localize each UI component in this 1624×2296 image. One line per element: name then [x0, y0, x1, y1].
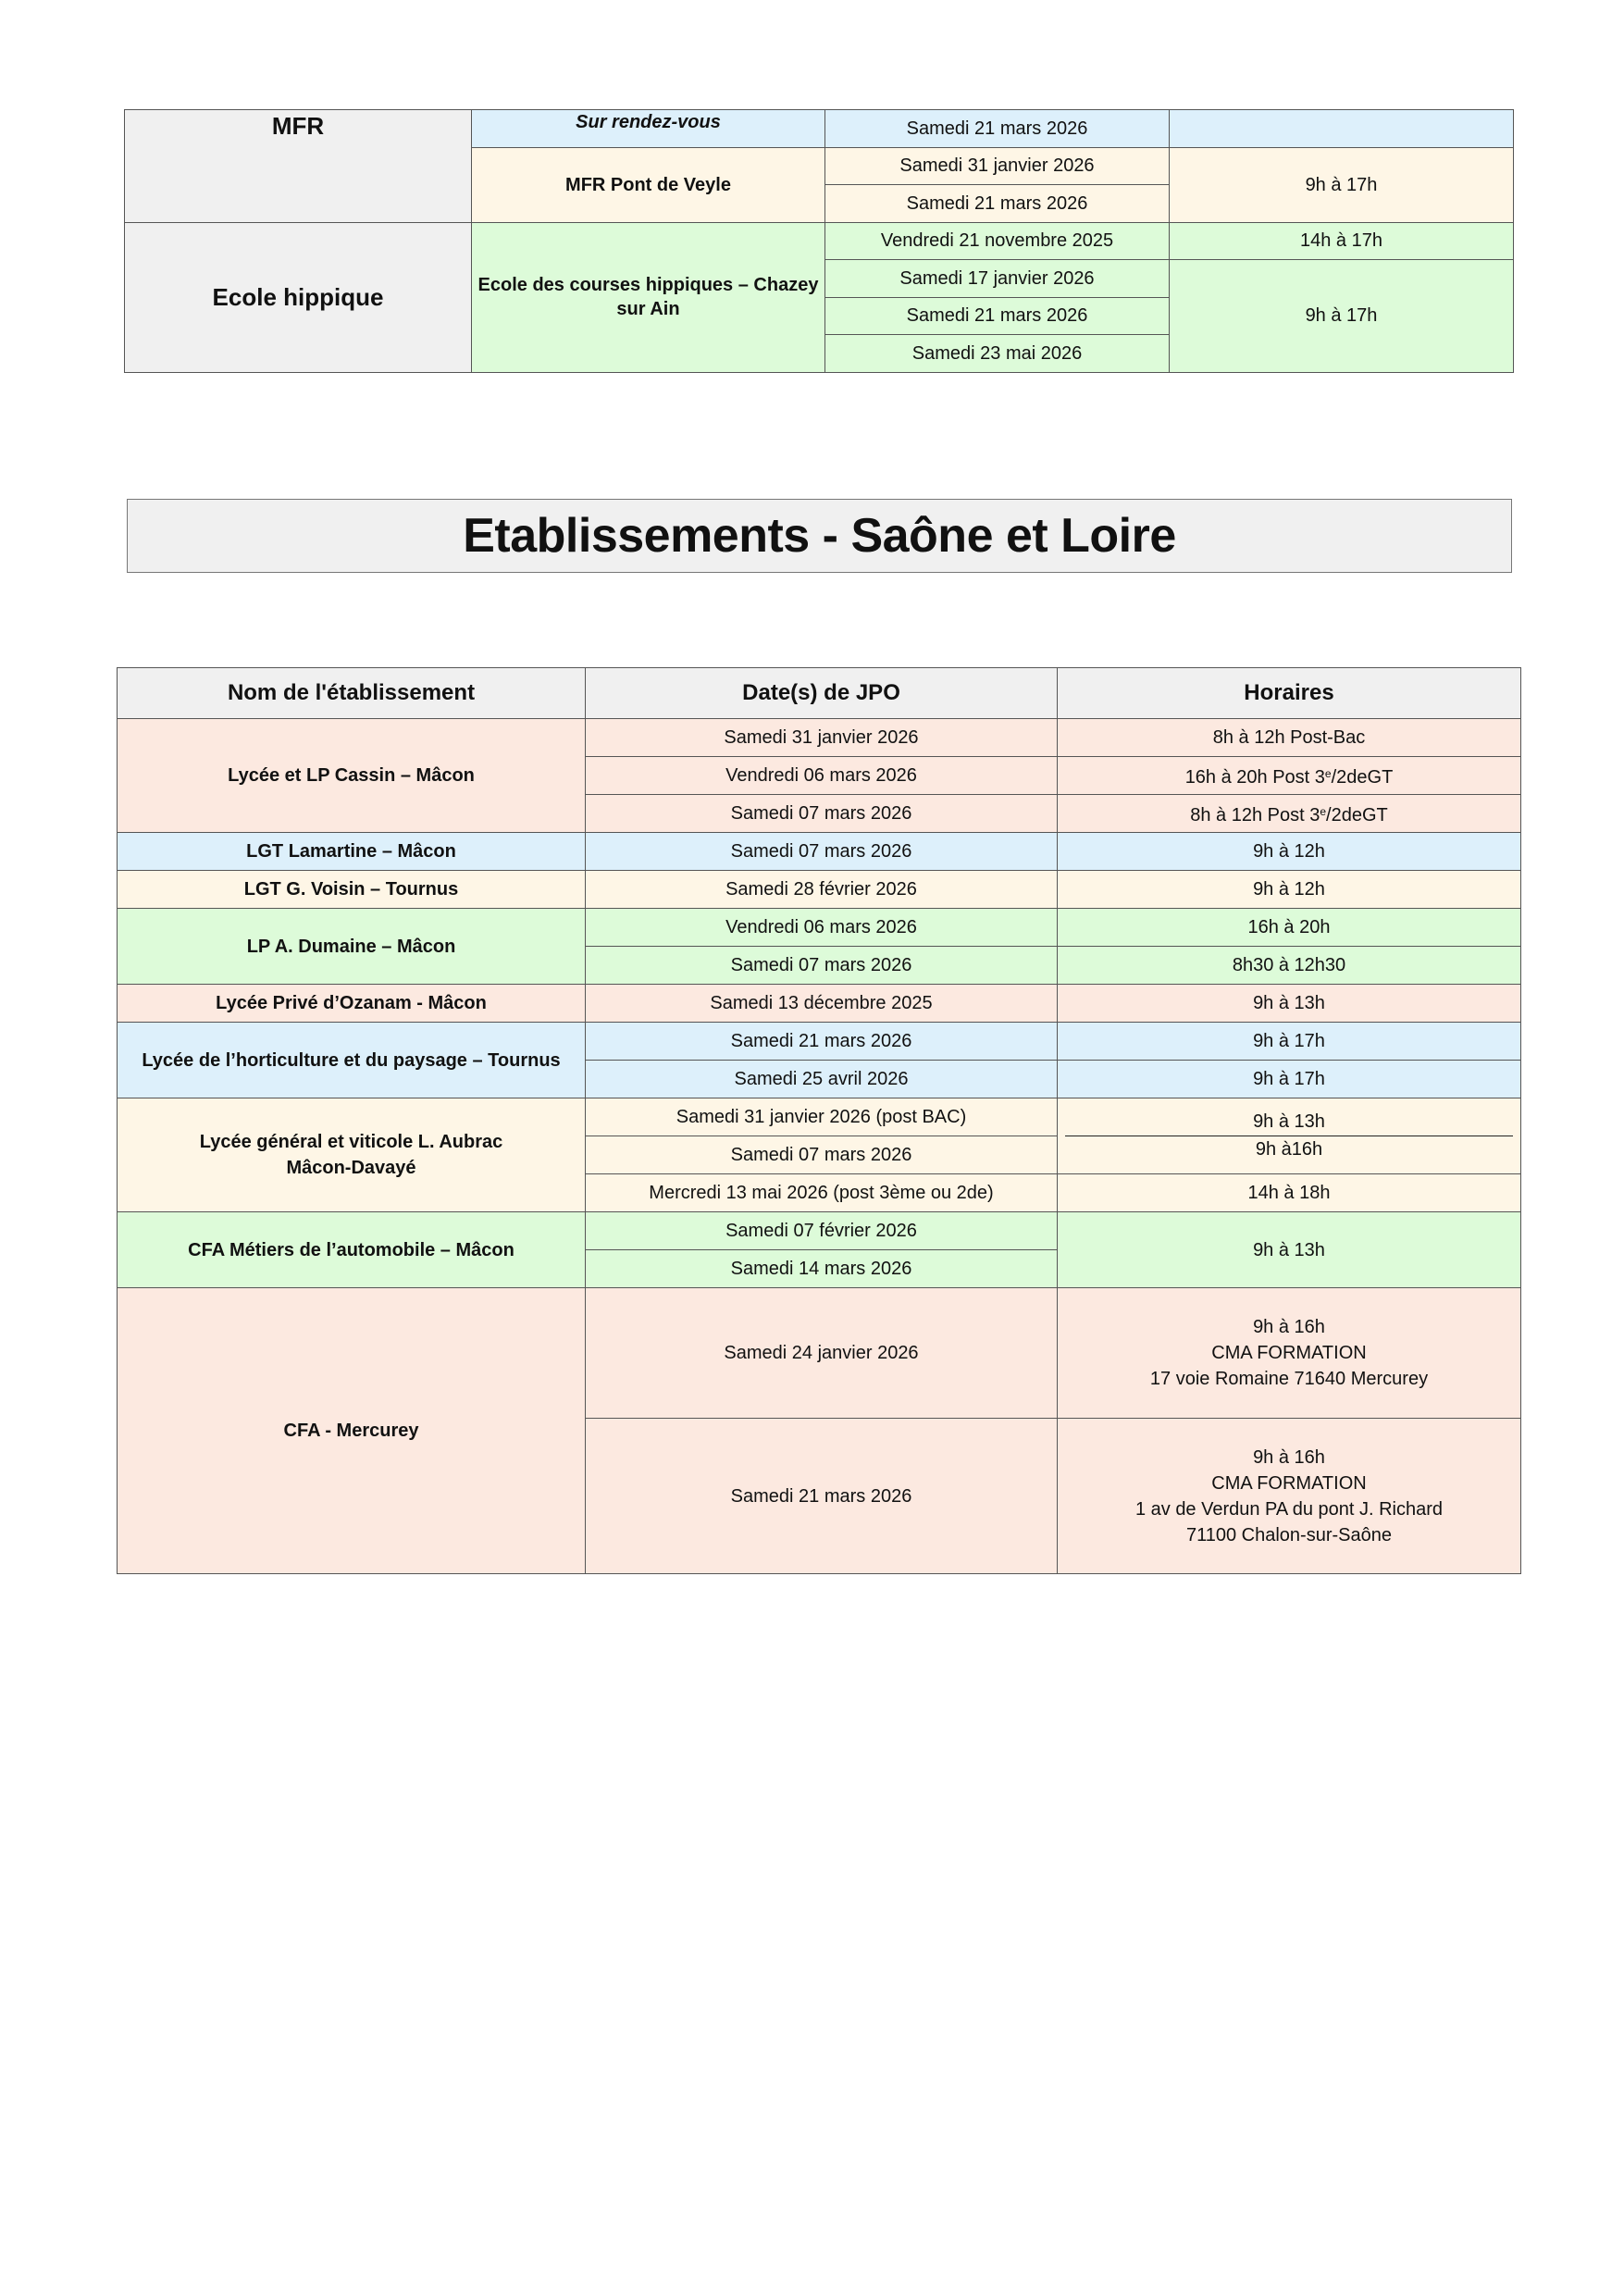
hours-cell — [1170, 110, 1514, 148]
date-cell: Vendredi 06 mars 2026 — [586, 909, 1058, 947]
date-cell: Vendredi 21 novembre 2025 — [825, 222, 1170, 260]
establishment-name: LGT Lamartine – Mâcon — [118, 833, 586, 871]
hours-line: CMA FORMATION — [1211, 1472, 1367, 1494]
hours-line: 1 av de Verdun PA du pont J. Richard — [1134, 1498, 1444, 1520]
establishment-name: LGT G. Voisin – Tournus — [118, 871, 586, 909]
establishment-mfr-pont-de-veyle: MFR Pont de Veyle — [472, 147, 825, 222]
date-cell: Samedi 07 mars 2026 — [586, 1136, 1058, 1174]
date-cell: Samedi 24 janvier 2026 — [586, 1288, 1058, 1419]
date-cell: Samedi 21 mars 2026 — [825, 185, 1170, 223]
establishment-name: CFA - Mercurey — [118, 1288, 586, 1574]
establishment-name: LP A. Dumaine – Mâcon — [118, 909, 586, 985]
date-cell: Samedi 21 mars 2026 — [586, 1023, 1058, 1061]
hours-cell: 9h à 17h — [1170, 147, 1514, 222]
establishment-name: CFA Métiers de l’automobile – Mâcon — [118, 1212, 586, 1288]
date-cell: Samedi 25 avril 2026 — [586, 1061, 1058, 1098]
establishment-name-line: Lycée général et viticole L. Aubrac — [199, 1132, 503, 1152]
hours-cell: 8h30 à 12h30 — [1058, 947, 1521, 985]
establishment-name: Lycée Privé d’Ozanam - Mâcon — [118, 985, 586, 1023]
hours-line: 9h à 16h — [1253, 1446, 1325, 1468]
category-mfr: MFR — [125, 110, 472, 223]
establishment-name: Lycée et LP Cassin – Mâcon — [118, 719, 586, 833]
hours-cell: 14h à 17h — [1170, 222, 1514, 260]
hours-line: CMA FORMATION — [1211, 1343, 1367, 1363]
establishment-name-line: Mâcon-Davayé — [286, 1158, 416, 1178]
column-header-name: Nom de l'établissement — [118, 668, 586, 719]
hours-text: 16h à 20h Post 3 — [1184, 767, 1325, 788]
column-header-hours: Horaires — [1058, 668, 1521, 719]
hours-cell — [1058, 757, 1521, 795]
date-cell: Samedi 14 mars 2026 — [586, 1250, 1058, 1288]
hours-cell: 9h à 13h — [1058, 1212, 1521, 1288]
open-days-table — [117, 667, 1521, 1574]
date-cell: Samedi 31 janvier 2026 — [586, 719, 1058, 757]
date-cell: Samedi 07 mars 2026 — [586, 795, 1058, 833]
hours-line: 17 voie Romaine 71640 Mercurey — [1149, 1369, 1429, 1389]
hours-cell: 9h à 17h — [1058, 1023, 1521, 1061]
date-cell: Samedi 07 mars 2026 — [586, 947, 1058, 985]
hours-line: 9h à16h — [1255, 1139, 1323, 1160]
category-ecole-hippique: Ecole hippique — [125, 222, 472, 372]
hours-cell: 9h à 13h — [1058, 985, 1521, 1023]
hours-cell: 9h à 17h — [1170, 260, 1514, 373]
section-title: Etablissements - Saône et Loire — [127, 499, 1512, 573]
hours-line: 9h à 16h — [1253, 1317, 1325, 1337]
hours-line: 71100 Chalon-sur-Saône — [1185, 1524, 1392, 1545]
date-cell: Samedi 31 janvier 2026 (post BAC) — [586, 1098, 1058, 1136]
top-continuation-table — [124, 109, 1514, 373]
hours-cell — [1058, 795, 1521, 833]
hours-cell: 9h à 12h — [1058, 871, 1521, 909]
date-cell: Samedi 28 février 2026 — [586, 871, 1058, 909]
hours-cell: 14h à 18h — [1058, 1174, 1521, 1212]
hours-suffix: /2deGT — [1326, 805, 1388, 825]
hours-cell — [1058, 1288, 1521, 1419]
date-cell: Samedi 21 mars 2026 — [586, 1419, 1058, 1574]
hours-suffix: /2deGT — [1331, 767, 1394, 788]
superscript: e — [1324, 767, 1332, 780]
hours-cell — [1058, 1419, 1521, 1574]
hours-line: 9h à 13h — [1065, 1102, 1513, 1136]
date-cell: Samedi 21 mars 2026 — [825, 110, 1170, 148]
date-cell: Samedi 31 janvier 2026 — [825, 147, 1170, 185]
date-cell: Samedi 23 mai 2026 — [825, 335, 1170, 373]
establishment-ecole-courses-hippiques: Ecole des courses hippiques – Chazey sur Ain — [472, 222, 825, 372]
hours-text: 8h à 12h Post 3 — [1190, 805, 1320, 825]
hours-cell-split — [1058, 1098, 1521, 1174]
date-cell: Mercredi 13 mai 2026 (post 3ème ou 2de) — [586, 1174, 1058, 1212]
date-cell: Samedi 07 février 2026 — [586, 1212, 1058, 1250]
date-cell: Samedi 21 mars 2026 — [825, 297, 1170, 335]
establishment-name — [118, 1098, 586, 1212]
date-cell: Samedi 07 mars 2026 — [586, 833, 1058, 871]
hours-cell: 8h à 12h Post-Bac — [1058, 719, 1521, 757]
establishment-sur-rendez-vous: Sur rendez-vous — [472, 110, 825, 148]
hours-cell: 9h à 12h — [1058, 833, 1521, 871]
date-cell: Samedi 17 janvier 2026 — [825, 260, 1170, 298]
hours-cell: 16h à 20h — [1058, 909, 1521, 947]
hours-cell: 9h à 17h — [1058, 1061, 1521, 1098]
date-cell: Vendredi 06 mars 2026 — [586, 757, 1058, 795]
column-header-dates: Date(s) de JPO — [586, 668, 1058, 719]
date-cell: Samedi 13 décembre 2025 — [586, 985, 1058, 1023]
superscript: e — [1320, 805, 1327, 818]
establishment-name: Lycée de l’horticulture et du paysage – Tournus — [118, 1023, 586, 1098]
